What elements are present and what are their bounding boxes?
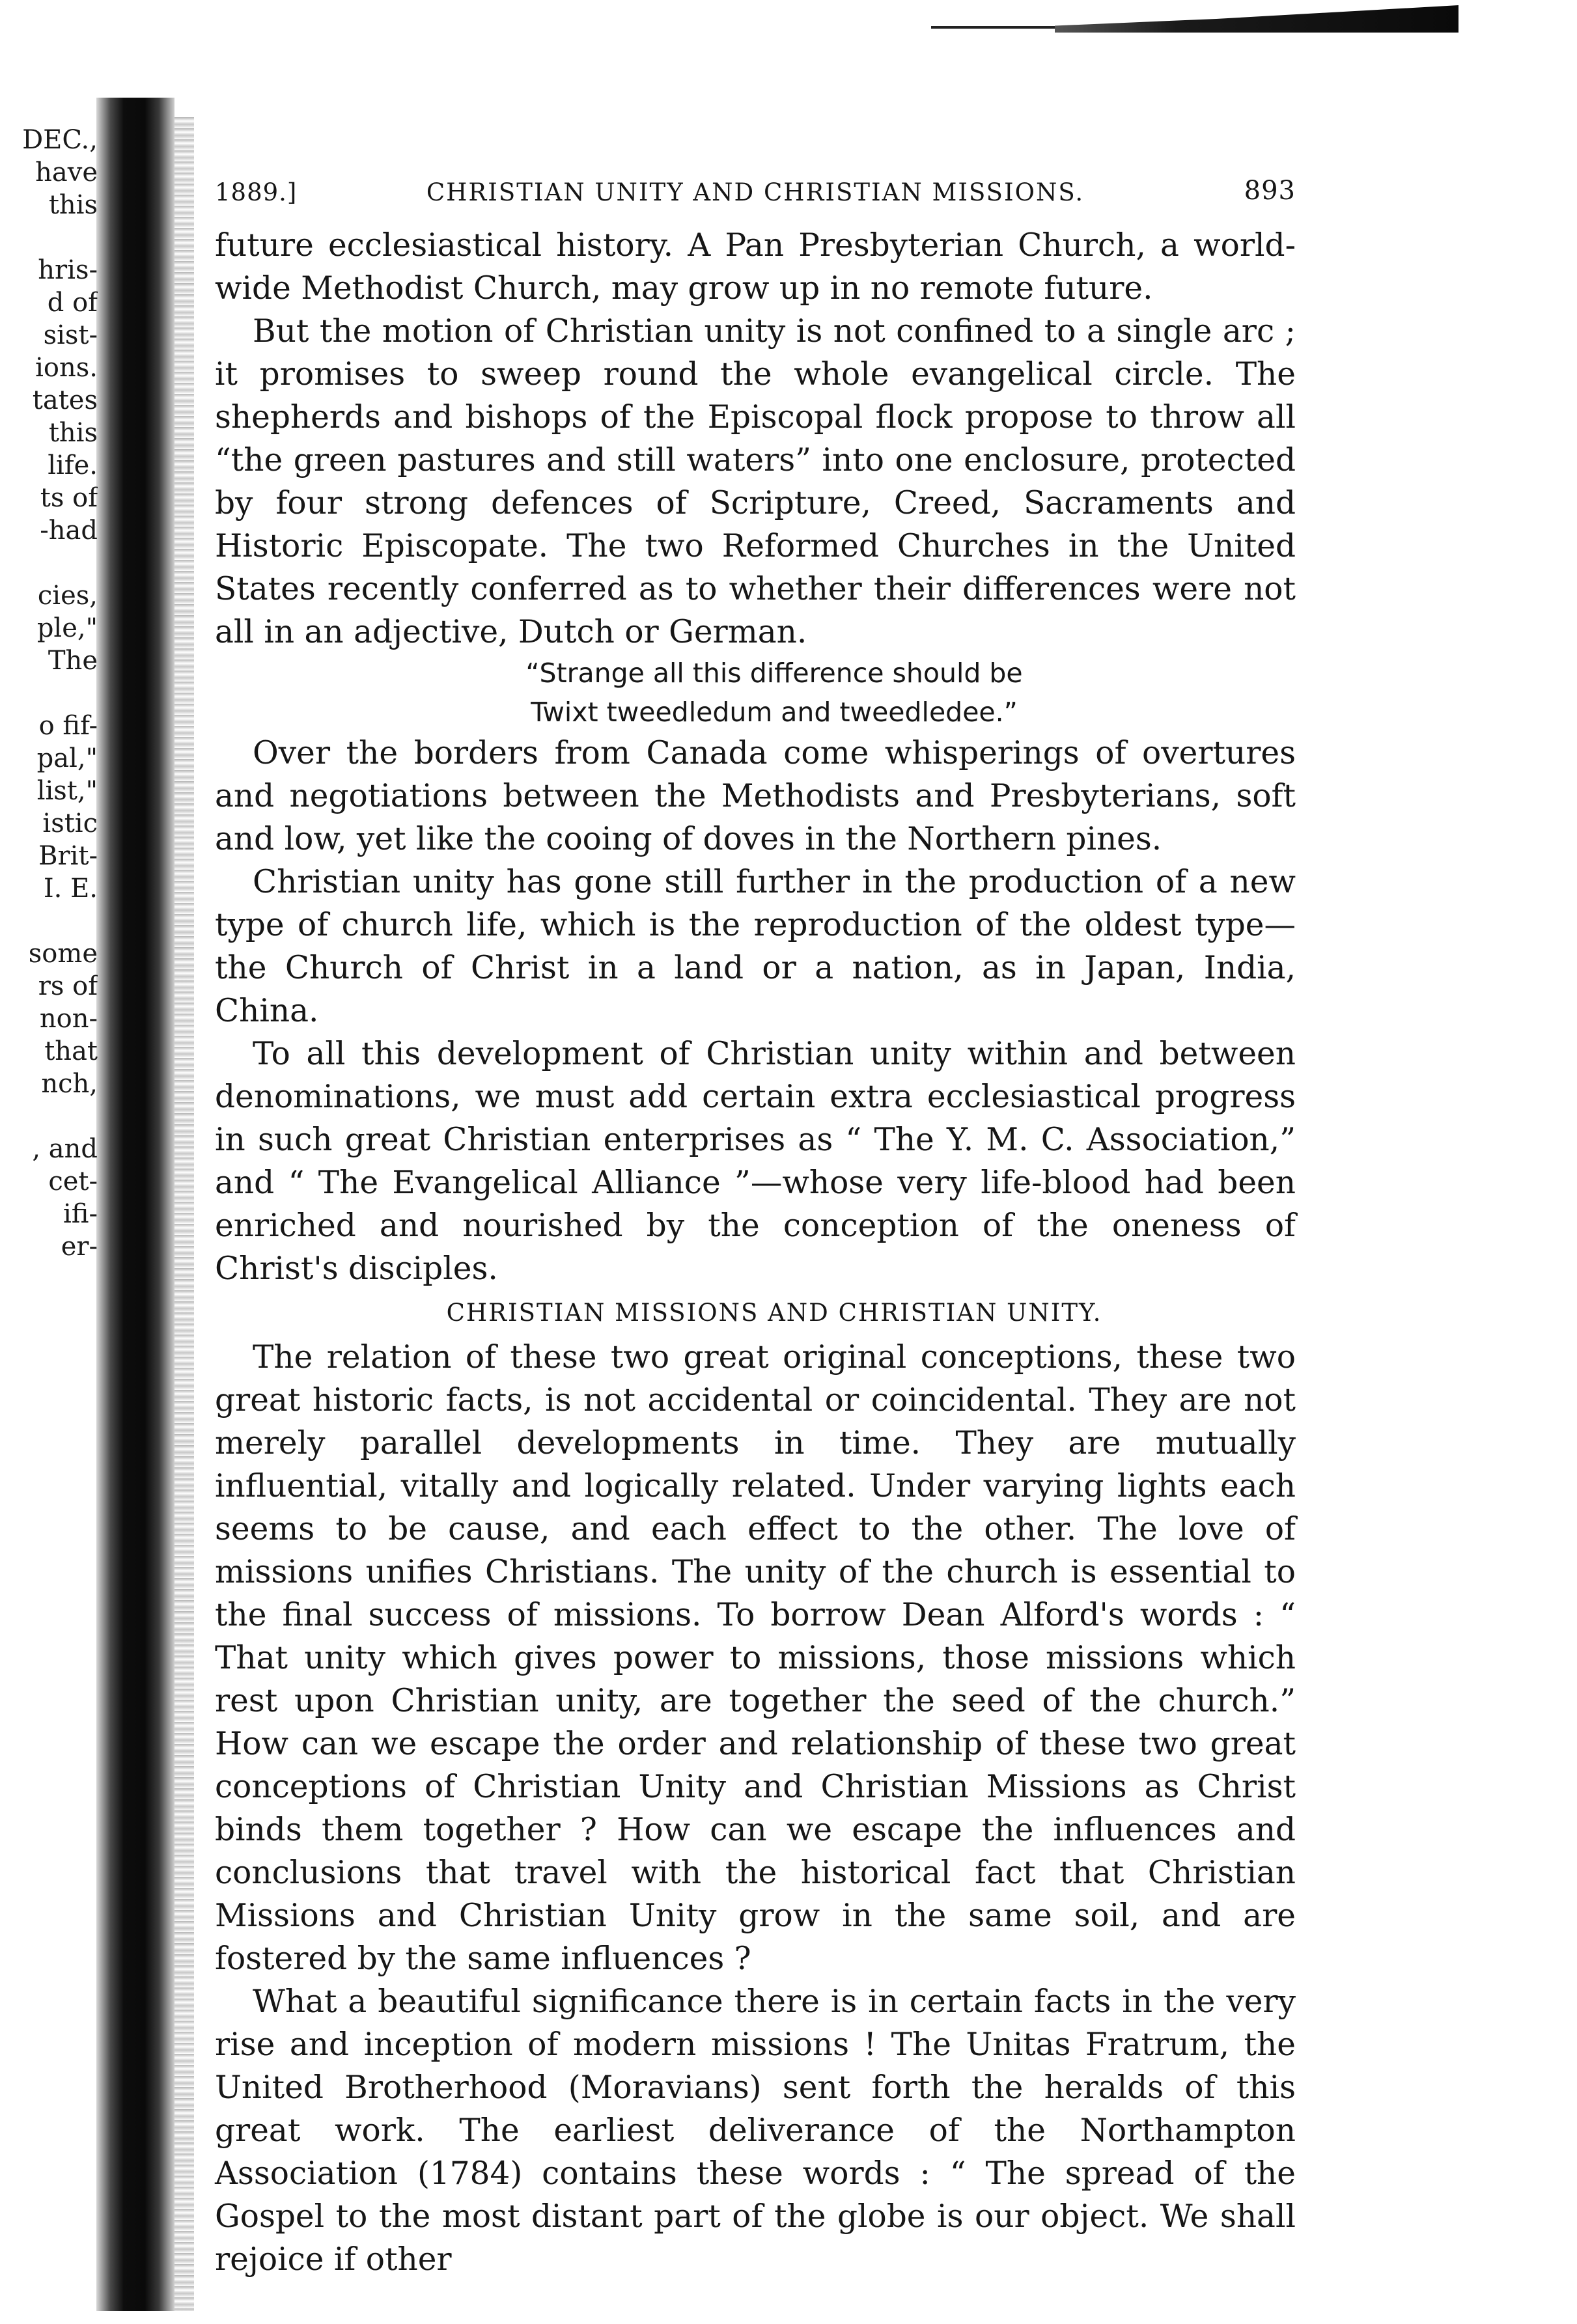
header-year: 1889.]: [215, 178, 298, 206]
margin-fragment: ple,": [36, 613, 98, 643]
margin-fragment: d of: [47, 288, 98, 318]
margin-fragment: ions.: [35, 353, 98, 383]
margin-fragment: sist-: [43, 320, 98, 350]
verse-quote-line: Twixt tweedledum and tweedledee.”: [531, 697, 1018, 728]
margin-fragment: [0, 221, 98, 254]
margin-fragment: [0, 905, 98, 937]
margin-fragment: hris-: [38, 255, 98, 285]
gutter-edge: [174, 117, 194, 2311]
margin-fragment: The: [48, 646, 98, 676]
paragraph: The relation of these two great original conceptions, these two great historic facts, is not accidental or coincidental. They are not merely parallel developments in time. They are mutually influential, vitally and logically related. Under varying lights each seems to be cause, and each effect to the other. The love of missions unifies Christians. The unity of the church is essential to the final success of missions. To borrow Dean Alford's words : “ That unity which gives power to missions, those missions which rest upon Christian unity, are together the seed of the church.” How can we escape the order and relationship of these two great conceptions of Christian Unity and Christian Missions as Christ binds them together ? How can we escape the influences and conclusions that travel with the historical fact that Christian Missions and Christian Unity grow in the same soil, and are fostered by the same influences ?: [215, 1339, 1296, 1977]
facing-page-fragments: [0, 124, 98, 1263]
paragraph: Christian unity has gone still further in the production of a new type of church life, which is the reproduction of the oldest type—the Church of Christ in a land or a nation, as in Japan, India, China.: [215, 864, 1296, 1029]
paragraph: future ecclesiastical history. A Pan Presbyterian Church, a world-wide Methodist Church, may grow up in no remote future.: [215, 227, 1296, 307]
header-title: CHRISTIAN UNITY AND CHRISTIAN MISSIONS.: [426, 178, 1085, 206]
article-body: [215, 224, 1296, 2281]
page-number: 893: [1244, 176, 1296, 206]
margin-fragment: cet-: [48, 1167, 98, 1197]
margin-fragment: this: [48, 418, 98, 448]
margin-fragment: ifi-: [63, 1199, 98, 1229]
margin-fragment: list,": [36, 776, 98, 806]
margin-fragment: [0, 677, 98, 710]
margin-fragment: er-: [61, 1232, 98, 1262]
margin-fragment: istic: [42, 809, 98, 838]
book-gutter: [96, 98, 174, 2311]
margin-fragment: pal,": [36, 743, 98, 773]
margin-fragment: non-: [39, 1004, 98, 1034]
paragraph: To all this development of Christian unity within and between denominations, we must add certain extra ecclesiastical progress in such great Christian enterprises as “ The Y. M. C. Association,” and “ The Evangelical Alliance ”—whose very life-blood had been enriched and nourished by the conception of the oneness of Christ's disciples.: [215, 1036, 1296, 1287]
section-heading: CHRISTIAN MISSIONS AND CHRISTIAN UNITY.: [446, 1299, 1102, 1327]
margin-fragment: life.: [48, 450, 98, 480]
margin-fragment: nch,: [41, 1069, 98, 1099]
margin-fragment: [0, 547, 98, 579]
margin-fragment: tates: [32, 385, 98, 415]
margin-fragment: o fif-: [38, 711, 98, 741]
printed-page: [215, 171, 1296, 2281]
margin-fragment: ts of: [40, 483, 98, 513]
margin-fragment: cies,: [37, 581, 98, 611]
paragraph: Over the borders from Canada come whisperings of overtures and negotiations between the Methodists and Presbyterians, soft and low, yet like the cooing of doves in the Northern pines.: [215, 735, 1296, 857]
margin-fragment: DEC.,: [22, 125, 98, 155]
margin-fragment: Brit-: [38, 841, 98, 871]
margin-fragment: , and: [32, 1134, 98, 1164]
scan-shadow: [1055, 5, 1458, 33]
margin-fragment: have: [35, 158, 98, 187]
running-head: [215, 171, 1296, 210]
margin-fragment: rs of: [38, 971, 98, 1001]
margin-fragment: this: [48, 190, 98, 220]
margin-fragment: [0, 1100, 98, 1133]
margin-fragment: -had: [40, 516, 98, 546]
margin-fragment: that: [44, 1036, 98, 1066]
verse-quote-line: “Strange all this difference should be: [525, 657, 1023, 689]
paragraph: What a beautiful significance there is in certain facts in the very rise and inception of modern missions ! The Unitas Fratrum, the United Brotherhood (Moravians) sent forth the heralds of this great work. The earliest deliverance of the Northampton Association (1784) contains these words : “ The spread of the Gospel to the most distant part of the globe is our object. We shall rejoice if other: [215, 1984, 1296, 2278]
margin-fragment: I. E.: [43, 874, 98, 904]
margin-fragment: some: [28, 939, 98, 969]
paragraph: But the motion of Christian unity is not confined to a single arc ; it promises to sweep round the whole evangelical circle. The shepherds and bishops of the Episcopal flock propose to throw all “the green pastures and still waters” into one enclosure, protected by four strong defences of Scripture, Creed, Sacraments and Historic Episcopate. The two Reformed Churches in the United States recently conferred as to whether their differences were not all in an adjective, Dutch or German.: [215, 313, 1296, 650]
